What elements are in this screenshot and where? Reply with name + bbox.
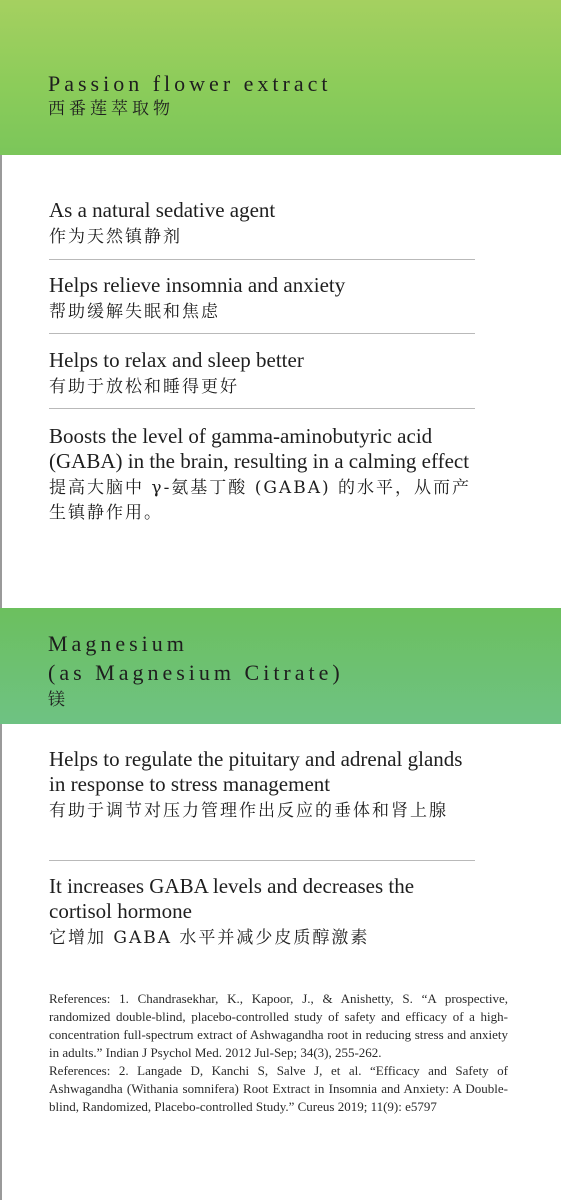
benefit-text-zh: 有助于放松和睡得更好 (49, 377, 239, 397)
passion-flower-title: Passion flower extract (48, 71, 332, 96)
benefit-text-zh: 作为天然镇静剂 (49, 227, 182, 247)
benefit-item (49, 424, 479, 526)
benefit-text-en: It increases GABA levels and decreases the cortisol hormone (49, 874, 415, 923)
reference-1: References: 1. Chandrasekhar, K., Kapoor, J., & Anishetty, S. “A prospective, randomized double-blind, placebo-controlled study of safety and efficacy of a high-concentration full-spectrum extract of Ashwagandha root in reducing stress and anxiety in adults.” Indian J Psychol Med. 2012 Jul-Sep; 34(3), 255-262. (49, 991, 508, 1060)
benefit-item (49, 874, 479, 951)
benefit-item (49, 273, 475, 325)
left-edge-rule (0, 0, 2, 1200)
benefit-text-zh: 它增加 GABA 水平并减少皮质醇激素 (49, 928, 370, 948)
divider (49, 259, 475, 260)
magnesium-subtitle-zh: 镁 (48, 690, 69, 710)
magnesium-title-form: (as Magnesium Citrate) (48, 660, 344, 685)
benefit-item (49, 747, 479, 824)
divider (49, 333, 475, 334)
benefit-text-en: Boosts the level of gamma-aminobutyric acid (GABA) in the brain, resulting in a calming effect (49, 424, 470, 473)
benefit-text-en: Helps to regulate the pituitary and adrenal glands in response to stress management (49, 747, 463, 796)
divider (49, 860, 475, 861)
benefit-text-zh: 提高大脑中 γ-氨基丁酸 (GABA) 的水平，从而产生镇静作用。 (49, 478, 472, 523)
benefit-text-en: As a natural sedative agent (49, 198, 276, 222)
benefit-item (49, 348, 475, 400)
benefit-text-en: Helps relieve insomnia and anxiety (49, 273, 346, 297)
benefit-text-zh: 帮助缓解失眠和焦虑 (49, 302, 220, 322)
benefit-text-zh: 有助于调节对压力管理作出反应的垂体和肾上腺 (49, 801, 448, 821)
benefit-item (49, 198, 475, 250)
benefit-text-en: Helps to relax and sleep better (49, 348, 304, 372)
references-block (49, 990, 508, 1116)
passion-flower-subtitle-zh: 西番莲萃取物 (48, 99, 174, 119)
reference-2: References: 2. Langade D, Kanchi S, Salve J, et al. “Efficacy and Safety of Ashwagandha (Withania somnifera) Root Extract in Insomnia and Anxiety: A Double-blind, Randomized, Placebo-controlled Study.” Cureus 2019; 11(9): e5797 (49, 1063, 508, 1114)
divider (49, 408, 475, 409)
magnesium-title: Magnesium (48, 631, 188, 656)
